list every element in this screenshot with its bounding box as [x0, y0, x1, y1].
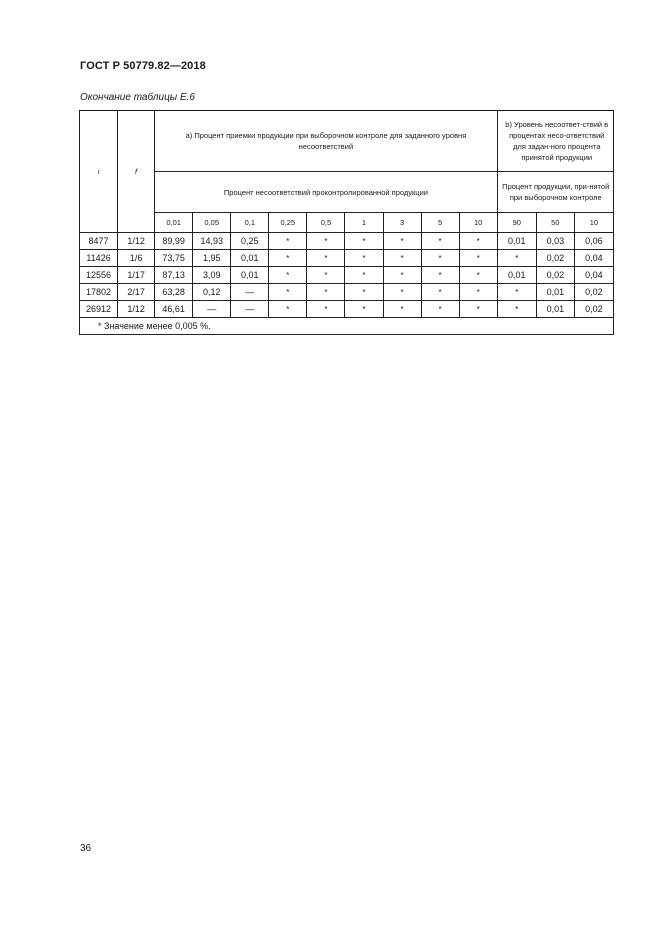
cell-f: 1/6: [118, 250, 155, 267]
cell-a: *: [307, 267, 345, 284]
cell-a: 89,99: [155, 233, 193, 250]
a-column-header: 0,5: [307, 213, 345, 233]
cell-a: —: [231, 284, 269, 301]
cell-a: *: [269, 301, 307, 318]
cell-f: 1/12: [118, 233, 155, 250]
cell-b: 0,06: [574, 233, 613, 250]
b-column-header: 50: [536, 213, 574, 233]
cell-b: 0,04: [574, 267, 613, 284]
cell-a: *: [459, 267, 497, 284]
cell-a: 46,61: [155, 301, 193, 318]
cell-a: *: [269, 250, 307, 267]
cell-f: 2/17: [118, 284, 155, 301]
cell-a: *: [459, 233, 497, 250]
cell-a: *: [421, 301, 459, 318]
page-number: 36: [80, 843, 92, 854]
cell-b: 0,02: [574, 284, 613, 301]
cell-f: 1/12: [118, 301, 155, 318]
cell-b: 0,02: [574, 301, 613, 318]
cell-b: 0,01: [536, 301, 574, 318]
cell-a: *: [307, 284, 345, 301]
group-b-header-text: b) Уровень несоответ-ствий в процентах несо-ответствий для задан-ного процента принятой продукции: [505, 120, 609, 162]
cell-b: 0,01: [497, 267, 536, 284]
cell-a: 0,01: [231, 267, 269, 284]
table-row: [80, 267, 614, 284]
cell-a: *: [421, 267, 459, 284]
cell-a: 73,75: [155, 250, 193, 267]
b-column-header: 10: [574, 213, 613, 233]
cell-b: *: [497, 284, 536, 301]
cell-a: *: [383, 284, 421, 301]
cell-a: 0,01: [231, 250, 269, 267]
cell-a: 87,13: [155, 267, 193, 284]
table-caption: Окончание таблицы Е.6: [80, 92, 195, 103]
cell-i: 12556: [80, 267, 118, 284]
cell-a: *: [383, 250, 421, 267]
group-b-header: [497, 111, 613, 172]
cell-a: *: [459, 301, 497, 318]
a-column-header: 0,01: [155, 213, 193, 233]
a-column-header: 5: [421, 213, 459, 233]
cell-a: *: [307, 250, 345, 267]
cell-a: *: [383, 301, 421, 318]
cell-a: *: [269, 233, 307, 250]
table-row: [80, 284, 614, 301]
cell-a: *: [421, 233, 459, 250]
cell-a: *: [269, 267, 307, 284]
cell-b: *: [497, 250, 536, 267]
cell-a: *: [383, 233, 421, 250]
table-row: [80, 233, 614, 250]
a-column-header: 0,05: [193, 213, 231, 233]
cell-a: *: [307, 233, 345, 250]
cell-b: 0,04: [574, 250, 613, 267]
cell-a: *: [345, 250, 383, 267]
a-column-header: 0,25: [269, 213, 307, 233]
cell-a: 63,28: [155, 284, 193, 301]
document-header: ГОСТ Р 50779.82—2018: [80, 60, 206, 72]
cell-a: *: [383, 267, 421, 284]
cell-a: 14,93: [193, 233, 231, 250]
cell-b: 0,01: [536, 284, 574, 301]
cell-i: 8477: [80, 233, 118, 250]
cell-a: *: [421, 284, 459, 301]
cell-b: *: [497, 301, 536, 318]
cell-a: *: [459, 284, 497, 301]
cell-i: 26912: [80, 301, 118, 318]
a-column-header: 0,1: [231, 213, 269, 233]
cell-b: 0,01: [497, 233, 536, 250]
group-a-subheader: Процент несоответствий проконтролированной продукции: [155, 172, 498, 213]
table-row: [80, 301, 614, 318]
cell-a: *: [421, 250, 459, 267]
cell-a: *: [307, 301, 345, 318]
column-header-i: i: [80, 111, 118, 233]
cell-b: 0,02: [536, 250, 574, 267]
cell-a: *: [345, 284, 383, 301]
a-column-header: 10: [459, 213, 497, 233]
cell-a: —: [193, 301, 231, 318]
cell-a: *: [459, 250, 497, 267]
cell-b: 0,03: [536, 233, 574, 250]
cell-a: *: [269, 284, 307, 301]
a-column-header: 1: [345, 213, 383, 233]
cell-a: 3,09: [193, 267, 231, 284]
table-row: [80, 250, 614, 267]
cell-i: 11426: [80, 250, 118, 267]
cell-a: 0,25: [231, 233, 269, 250]
cell-a: *: [345, 301, 383, 318]
table-footnote: * Значение менее 0,005 %.: [80, 318, 614, 335]
group-b-subheader-text: Процент продукции, при-нятой при выборочном контроле: [502, 182, 610, 202]
group-b-subheader: [497, 172, 613, 213]
cell-a: —: [231, 301, 269, 318]
b-column-header: 90: [497, 213, 536, 233]
group-a-header-text: а) Процент приемки продукции при выборочном контроле для заданного уровня несоответствий: [185, 131, 467, 151]
column-header-f: f: [118, 111, 155, 233]
cell-a: *: [345, 233, 383, 250]
a-column-header: 3: [383, 213, 421, 233]
cell-a: 0,12: [193, 284, 231, 301]
group-a-header: [155, 111, 498, 172]
cell-a: *: [345, 267, 383, 284]
cell-b: 0,02: [536, 267, 574, 284]
data-table: [79, 110, 614, 335]
cell-i: 17802: [80, 284, 118, 301]
cell-f: 1/17: [118, 267, 155, 284]
cell-a: 1,95: [193, 250, 231, 267]
